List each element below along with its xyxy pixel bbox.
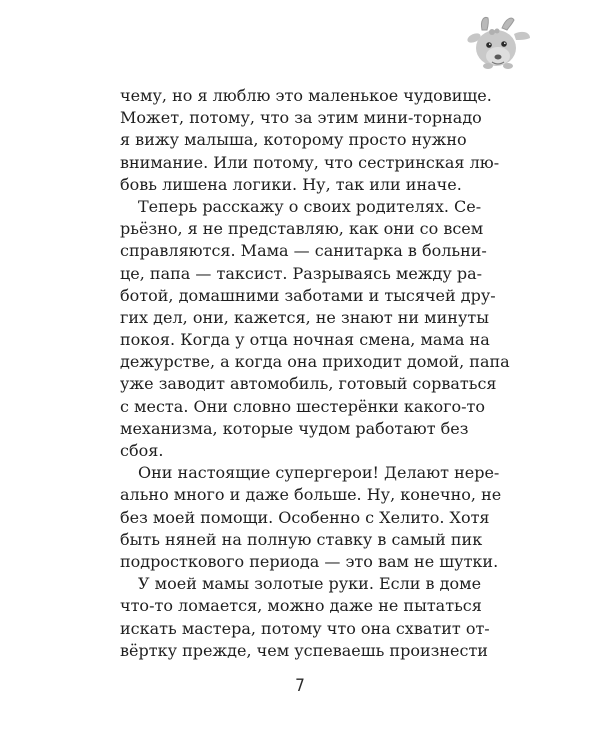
text-line: покоя. Когда у отца ночная смена, мама на: [120, 330, 490, 350]
text-line: с места. Они словно шестерёнки какого-то: [120, 396, 485, 416]
page-number: 7: [295, 676, 305, 696]
text-line: вёртку прежде, чем успеваешь произнести: [120, 640, 488, 660]
text-line: без моей помощи. Особенно с Хелито. Хотя: [120, 507, 490, 527]
text-line: гих дел, они, кажется, не знают ни минуты: [120, 307, 489, 327]
text-line: ботой, домашними заботами и тысячей дру-: [120, 285, 496, 305]
text-line: чему, но я люблю это маленькое чудовище.: [120, 86, 492, 105]
body-text: [120, 85, 510, 662]
text-line: я вижу малыша, которому просто нужно: [120, 130, 467, 150]
text-line: сбоя.: [120, 441, 164, 460]
text-line: механизма, которые чудом работают без: [120, 418, 469, 438]
text-line: Может, потому, что за этим мини-торнадо: [120, 108, 482, 128]
text-line: ально много и даже больше. Ну, конечно, не: [120, 485, 502, 505]
text-line: це, папа — таксист. Разрываясь между ра-: [120, 263, 483, 283]
text-line: уже заводит автомобиль, готовый сорваться: [120, 374, 497, 394]
text-line: справляются. Мама — санитарка в больни-: [120, 241, 487, 261]
text-line: искать мастера, потому что она схватит от-: [120, 618, 490, 638]
text-line: Они настоящие супергерои! Делают нере-: [138, 463, 500, 483]
text-line: что-то ломается, можно даже не пытаться: [120, 596, 482, 616]
text-line: быть няней на полную ставку в самый пик: [120, 529, 483, 549]
text-line: рьёзно, я не представляю, как они со всем: [120, 219, 484, 239]
text-line: У моей мамы золотые руки. Если в доме: [138, 574, 482, 594]
text-line: бовь лишена логики. Ну, так или иначе.: [120, 174, 462, 194]
text-line: Теперь расскажу о своих родителях. Се-: [138, 196, 482, 216]
creature-head-icon: [462, 8, 534, 80]
text-line: внимание. Или потому, что сестринская лю-: [120, 152, 500, 172]
text-line: подросткового периода — это вам не шутки.: [120, 551, 499, 571]
text-line: дежурстве, а когда она приходит домой, папа: [120, 352, 510, 372]
